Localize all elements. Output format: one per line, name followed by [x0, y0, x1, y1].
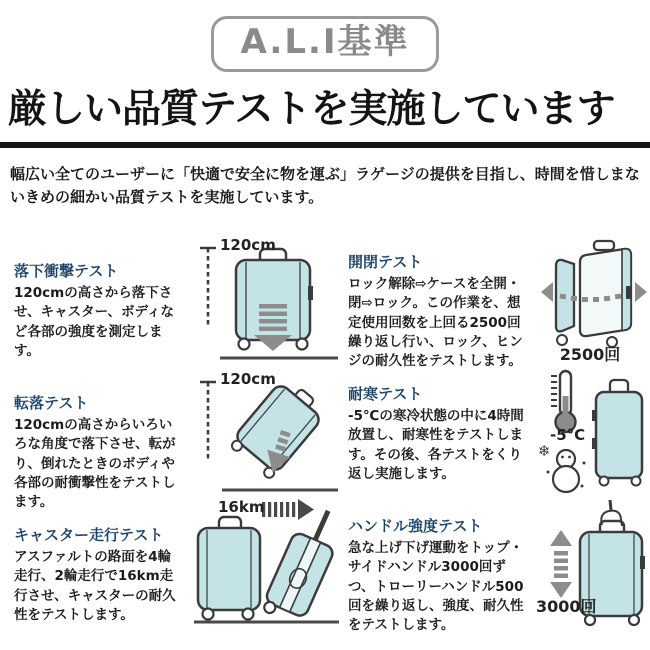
intro-paragraph: 幅広い全てのユーザーに「快適で安全に物を運ぶ」ラゲージの提供を目指し、時間を惜しまないきめの細かい品質テストを実施しています。 — [10, 165, 640, 206]
caster-illustration — [192, 498, 340, 630]
open-close-test-text — [340, 234, 536, 369]
tilted-rolling-suitcase-icon — [260, 502, 340, 627]
tumble-test-text — [14, 366, 192, 510]
caster-test-title: キャスター走行テスト — [14, 526, 164, 545]
height-ruler-icon — [200, 382, 216, 462]
open-close-test-body: ロック解除⇨ケースを全開・閉⇨ロック。この作業を、想定使用回数を上回る2500回繰り返し行い、ロック、ヒンジの耐久性をテストします。 — [348, 276, 523, 369]
suitcase-side-icon — [592, 380, 642, 486]
cold-test-title: 耐寒テスト — [348, 385, 423, 404]
suitcase-front-icon — [236, 249, 313, 350]
page-title: 厳しい品質テストを実施しています — [8, 87, 615, 133]
caster-test-text — [14, 498, 192, 630]
drop-impact-test-body: 120cmの高さから落下させ、キャスター、ボディなど各部の強度を測定します。 — [14, 285, 174, 359]
handle-test-text — [340, 498, 536, 633]
ali-standard-badge-wrap — [0, 0, 650, 72]
open-close-test-title: 開閉テスト — [348, 253, 423, 272]
snowflake-icon: ❄ — [538, 442, 551, 461]
caster-run-graphic — [192, 498, 340, 628]
heading-divider — [0, 142, 650, 148]
ali-standard-badge: A.L.I基準 — [211, 16, 438, 72]
quality-tests-grid — [0, 234, 650, 633]
tumble-illustration — [192, 366, 340, 498]
drop-height-label: 120cm — [220, 236, 276, 255]
handle-test-title: ハンドル強度テスト — [348, 517, 483, 536]
handle-illustration — [536, 498, 644, 630]
snowman-icon — [547, 450, 586, 492]
temperature-label: -5°C — [550, 426, 586, 445]
height-ruler-icon — [200, 248, 216, 328]
upright-suitcase-icon — [198, 517, 260, 620]
cold-illustration — [536, 366, 644, 498]
thermometer-icon — [551, 371, 576, 432]
caster-test-body: アスファルトの路面を4輪走行、2輪走行で16km走行させ、キャスターの耐久性をテストします。 — [14, 549, 176, 623]
drop-impact-illustration — [192, 234, 340, 366]
tumble-test-title: 転落テスト — [14, 394, 89, 413]
run-arrow-icon — [262, 499, 314, 520]
cold-test-body: -5℃の寒冷状態の中に4時間放置し、耐寒性をテストします。その後、各テストをくり返し実施します。 — [348, 408, 524, 482]
open-close-illustration — [536, 234, 644, 366]
distance-label: 16km — [218, 498, 265, 517]
drop-impact-test-text — [14, 234, 192, 366]
tumble-height-label: 120cm — [220, 370, 276, 389]
up-down-arrow-icon — [550, 530, 572, 598]
tumble-test-body: 120cmの高さからいろいろな角度で落下させ、転がり、倒れたときのボディや各部の耐衝撃性をテストします。 — [14, 417, 176, 510]
handle-count-label: 3000回 — [536, 597, 597, 617]
drop-impact-test-title: 落下衝撃テスト — [14, 262, 119, 281]
handle-test-body: 急な上げ下げ運動をトップ・サイドハンドル3000回ずつ、トローリーハンドル500回を繰り返し、強度、耐久性をテストします。 — [348, 540, 524, 633]
cold-test-text — [340, 366, 536, 498]
open-close-count-label: 2500回 — [559, 345, 621, 365]
